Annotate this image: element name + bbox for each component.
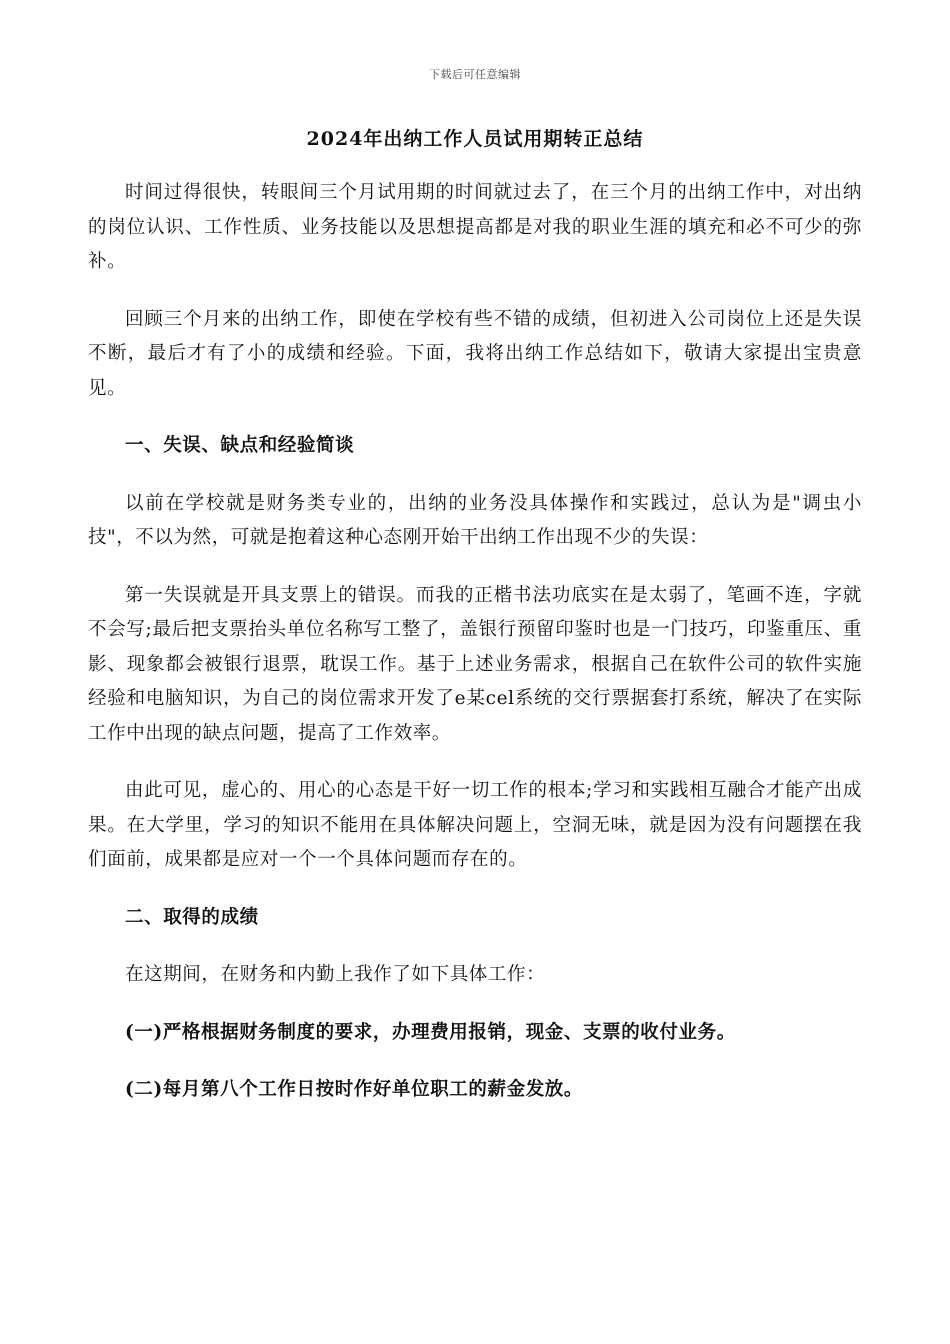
section-2-intro: 在这期间，在财务和内勤上我作了如下具体工作： — [125, 964, 546, 985]
section-1-paragraph-1: 以前在学校就是财务类专业的，出纳的业务没具体操作和实践过，总认为是"调虫小技"，不以为然，可就是抱着这种心态刚开始干出纳工作出现不少的失误： — [88, 492, 862, 548]
document-body — [88, 176, 862, 1131]
document-title: 2024年出纳工作人员试用期转正总结 — [306, 128, 644, 150]
section-1-paragraph-2: 第一失误就是开具支票上的错误。而我的正楷书法功底实在是太弱了，笔画不连，字就不会写;最后把支票抬头单位名称写工整了，盖银行预留印鉴时也是一门技巧，印鉴重压、重影、现象都会被银行退票，耽误工作。基于上述业务需求，根据自己在软件公司的软件实施经验和电脑知识，为自己的岗位需求开发了e某cel系统的交行票据套打系统，解决了在实际工作中出现的缺点问题，提高了工作效率。 — [88, 584, 862, 744]
section-2-item-1: (一)严格根据财务制度的要求，办理费用报销，现金、支票的收付业务。 — [125, 1021, 736, 1043]
intro-paragraph-1: 时间过得很快，转眼间三个月试用期的时间就过去了，在三个月的出纳工作中，对出纳的岗位认识、工作性质、业务技能以及思想提高都是对我的职业生涯的填充和必不可少的弥补。 — [88, 182, 862, 272]
section-2-item-2: (二)每月第八个工作日按时作好单位职工的薪金发放。 — [125, 1079, 584, 1100]
header-note: 下载后可任意编辑 — [429, 68, 521, 81]
section-1-paragraph-3: 由此可见，虚心的、用心的心态是干好一切工作的根本;学习和实践相互融合才能产出成果。在大学里，学习的知识不能用在具体解决问题上，空洞无味，就是因为没有问题摆在我们面前，成果都是应对一个一个具体问题而存在的。 — [88, 780, 862, 870]
section-1-heading: 一、失误、缺点和经验简谈 — [125, 435, 355, 456]
intro-paragraph-2: 回顾三个月来的出纳工作，即使在学校有些不错的成绩，但初进入公司岗位上还是失误不断，最后才有了小的成绩和经验。下面，我将出纳工作总结如下，敬请大家提出宝贵意见。 — [88, 308, 862, 399]
section-2-heading: 二、取得的成绩 — [125, 906, 259, 928]
